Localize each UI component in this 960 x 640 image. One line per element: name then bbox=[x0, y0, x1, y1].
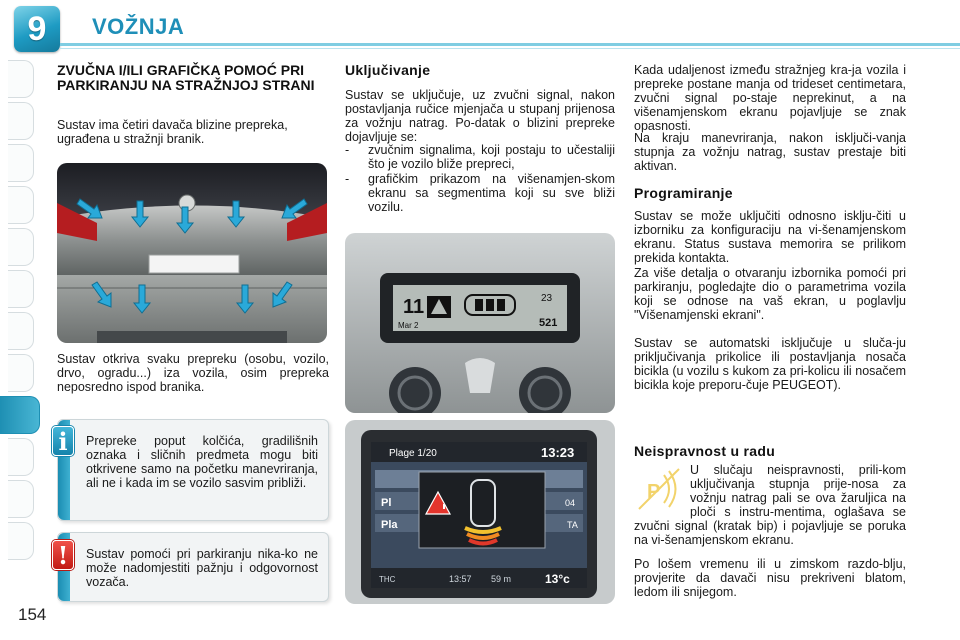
intro-paragraph: Sustav ima četiri davača blizine prepreka, ugrađena u stražnji branik. bbox=[57, 118, 288, 146]
chapter-tab-rail bbox=[0, 60, 48, 620]
screen-side-label: Pl bbox=[381, 497, 392, 509]
multifunction-screen-photo bbox=[345, 420, 615, 604]
chapter-tab-active[interactable] bbox=[0, 396, 40, 434]
warning-note-text: Sustav pomoći pri parkiranju nika-ko ne može nadomjestiti pažnju i odgovornost vozača. bbox=[86, 547, 318, 589]
header-rule bbox=[60, 43, 960, 46]
programming-paragraph: Sustav se može uključiti odnosno isklju-čiti u izborniku za konfiguraciju na vi-šenamjenskom ekranu. Status sustava memorira se prilikom prekida kontakta. bbox=[634, 209, 906, 265]
chapter-tab[interactable] bbox=[8, 102, 34, 140]
lcd-segment bbox=[497, 299, 505, 311]
fault-icon-letter: P bbox=[647, 481, 661, 503]
center-console bbox=[465, 358, 495, 393]
chapter-number-badge: 9 bbox=[14, 6, 60, 52]
status-eta: 13:57 bbox=[449, 574, 472, 584]
info-note-text: Prepreke poput kolčića, gradilišnih oznaka i sličnih predmeta mogu biti otkrivene samo na početku manevriranja, ali ne i kada im se vozilo sasvim približi. bbox=[86, 434, 318, 490]
distance-paragraph: Kada udaljenost između stražnjeg kra-ja vozila i prepreke postane manja od trideset centimetara, zvučni signal po-staje neprekinut, a na višenamjenskom ekranu pojavljuje se znak opasnosti. bbox=[634, 63, 906, 133]
bumper-lower-trim bbox=[97, 331, 287, 343]
programming-heading: Programiranje bbox=[634, 185, 733, 201]
detection-paragraph: Sustav otkriva svaku prepreku (osobu, vozilo, drvo, ogradu...) iza vozila, osim prepreka neposredno ispod branika. bbox=[57, 352, 329, 394]
chapter-tab[interactable] bbox=[8, 480, 34, 518]
chapter-tab[interactable] bbox=[8, 522, 34, 560]
info-note-box bbox=[57, 419, 329, 521]
lcd-date: Mar 2 bbox=[398, 321, 419, 330]
chapter-tab[interactable] bbox=[8, 228, 34, 266]
warning-note-box bbox=[57, 532, 329, 602]
chapter-tab[interactable] bbox=[8, 186, 34, 224]
bullet-text: zvučnim signalima, koji postaju to učestaliji što je vozilo bliže prepreci, bbox=[368, 143, 615, 171]
license-plate bbox=[149, 255, 239, 273]
status-distance: 59 m bbox=[491, 574, 512, 584]
bullet-item bbox=[345, 143, 615, 171]
section-title: ZVUČNA I/ILI GRAFIČKA POMOĆ PRI PARKIRANJU NA STRAŽNJOJ STRANI bbox=[57, 62, 315, 93]
status-label: THC bbox=[379, 575, 396, 584]
screen-time: 13:23 bbox=[541, 445, 575, 460]
weather-paragraph: Po lošem vremenu ili u zimskom razdo-blju, provjerite da davači nisu prekriveni blatom, ledom ili snijegom. bbox=[634, 557, 906, 599]
header-rule-thin bbox=[60, 48, 960, 49]
multifunction-screen-illustration bbox=[345, 420, 615, 604]
chapter-tab[interactable] bbox=[8, 270, 34, 308]
fault-paragraph: U slučaju neispravnosti, prili-kom uključivanja stupnja prije-nosa za vožnju natrag pali se ova žaruljica na ploči s instru-mentima, oglašava se zvučni signal (kratak bip) i pojavljuje se poruka na vi-šenamjenskom ekranu. bbox=[634, 463, 906, 547]
deactivation-paragraph: Na kraju manevriranja, nakon isključi-vanja stupnja za vožnju natrag, sustav prestaje biti aktivan. bbox=[634, 131, 906, 173]
chapter-tab[interactable] bbox=[8, 312, 34, 350]
warning-icon: ! bbox=[52, 540, 74, 570]
screen-side-label: Pla bbox=[381, 519, 398, 531]
lcd-left-number: 11 bbox=[403, 296, 425, 318]
screen-side-right: TA bbox=[567, 520, 578, 530]
bullet-item bbox=[345, 172, 615, 214]
fault-block bbox=[634, 463, 906, 547]
fault-icon-slash bbox=[639, 469, 679, 509]
lcd-right-bottom: 521 bbox=[539, 317, 558, 329]
chapter-tab[interactable] bbox=[8, 354, 34, 392]
chapter-title: VOŽNJA bbox=[92, 14, 185, 39]
rear-bumper-sensors-photo bbox=[57, 163, 327, 343]
chapter-tab[interactable] bbox=[8, 60, 34, 98]
menu-reference-paragraph: Za više detalja o otvaranju izbornika pomoći pri parkiranju, pogledajte dio o parametrima vozila koji se odnose na vaš ekran, u poglavlju "Višenamjenski ekrani". bbox=[634, 266, 906, 322]
activation-heading: Uključivanje bbox=[345, 62, 431, 78]
activation-paragraph: Sustav se uključuje, uz zvučni signal, nakon postavljanja ručice mjenjača u stupanj prijenosa za vožnju natrag. Po-datak o blizini prepreke dojavljuje se: bbox=[345, 88, 615, 144]
dashboard-display-illustration bbox=[345, 233, 615, 413]
lcd-right-top: 23 bbox=[541, 293, 553, 304]
chapter-tab[interactable] bbox=[8, 144, 34, 182]
parking-fault-warning-icon bbox=[634, 465, 684, 515]
bullet-dash: - bbox=[345, 172, 350, 186]
warning-mark bbox=[443, 504, 445, 509]
lcd-segment bbox=[475, 299, 483, 311]
screen-title: Plage 1/20 bbox=[389, 448, 437, 459]
status-temperature: 13°c bbox=[545, 572, 570, 586]
page-number: 154 bbox=[18, 605, 47, 624]
car-rear-illustration bbox=[57, 163, 327, 343]
info-icon: i bbox=[52, 426, 74, 456]
auto-off-paragraph: Sustav se automatski isključuje u sluča-ju priključivanja prikolice ili postavljanja nosača bicikla (u vozilu s kukom za pri-kolicu ili nosačem bicikla koje preporu-čuje PEUGEOT). bbox=[634, 336, 906, 392]
screen-side-right: 04 bbox=[565, 498, 576, 508]
fault-heading: Neispravnost u radu bbox=[634, 443, 776, 459]
lcd-segment bbox=[486, 299, 494, 311]
bullet-text: grafičkim prikazom na višenamjen-skom ekranu sa segmentima koji su sve bliži vozilu. bbox=[368, 172, 615, 214]
chapter-tab[interactable] bbox=[8, 438, 34, 476]
bullet-dash: - bbox=[345, 143, 350, 157]
instrument-display-photo bbox=[345, 233, 615, 413]
